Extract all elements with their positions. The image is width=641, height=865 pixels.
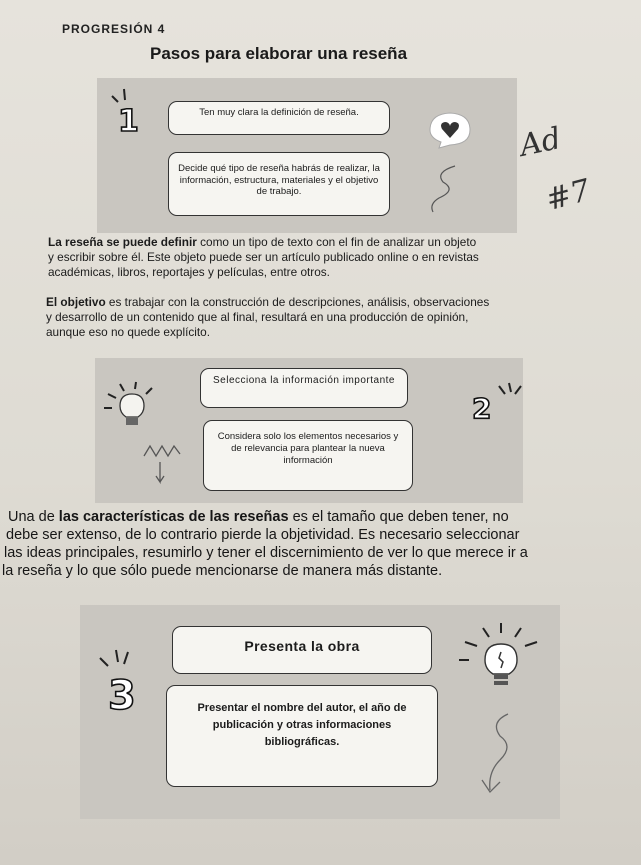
curved-arrow-icon [470, 710, 530, 800]
step-3-detail-text: Presentar el nombre del autor, el año de publicación y otras informaciones bibliográficas. [197, 702, 407, 748]
step-3-text: Presenta la obra [244, 638, 360, 654]
handwritten-note: #7 [542, 172, 595, 219]
step-2-text: Selecciona la información importante [213, 375, 395, 386]
sparkle-icon [104, 84, 144, 106]
paragraph-line: aunque eso no quede explícito. [46, 325, 210, 339]
section-label: PROGRESIÓN 4 [62, 22, 166, 36]
paragraph-line: La reseña se puede definir como un tipo de texto con el fin de analizar un objeto [48, 235, 477, 249]
paragraph-line: debe ser extenso, de lo contrario pierde la objetividad. Es necesario seleccionar [6, 527, 520, 543]
paragraph-line: El objetivo es trabajar con la construcción de descripciones, análisis, observaciones [46, 295, 490, 309]
step-3-box [172, 626, 432, 674]
paragraph-line: y desarrollo de un contenido que al final, resultará en una producción de opinión, [46, 310, 469, 324]
page-title: Pasos para elaborar una reseña [150, 44, 408, 63]
arrow-doodle-icon [425, 162, 465, 218]
step-1-detail-box [168, 152, 390, 216]
heart-bubble-icon [425, 108, 475, 150]
step-1-number: 1 [118, 104, 139, 139]
sparkle-icon [94, 646, 136, 674]
step-1-text: Ten muy clara la definición de reseña. [199, 107, 359, 118]
paragraph-line: académicas, libros, reportajes y películas, entre otros. [48, 265, 330, 279]
step-3-detail-box [166, 685, 438, 787]
lightbulb-icon [100, 378, 165, 433]
paragraph-line: Una de las características de las reseñas es el tamaño que deben tener, no [8, 509, 509, 525]
step-2-detail-box [203, 420, 413, 491]
lightbulb-icon [455, 620, 545, 695]
step-2-box [200, 368, 408, 408]
step-1-detail-text: Decide qué tipo de reseña habrás de realizar, la información, estructura, materiales y el objetivo de trabajo. [178, 163, 380, 197]
handwritten-note: Ad [516, 121, 565, 164]
step-3-number: 3 [108, 673, 136, 719]
step-1-box [168, 101, 390, 135]
zigzag-arrow-icon [140, 440, 190, 488]
paragraph-line: las ideas principales, resumirlo y tener el discernimiento de ver lo que merece ir a [4, 545, 528, 561]
sparkle-icon [495, 380, 525, 402]
paragraph-line: la reseña y lo que sólo puede mencionarse de manera más distante. [2, 563, 443, 579]
step-2-number: 2 [472, 392, 492, 425]
step-2-detail-text: Considera solo los elementos necesarios y de relevancia para plantear la nueva información [217, 431, 399, 466]
paragraph-line: y escribir sobre él. Este objeto puede ser un artículo publicado online o en revistas [48, 250, 479, 264]
